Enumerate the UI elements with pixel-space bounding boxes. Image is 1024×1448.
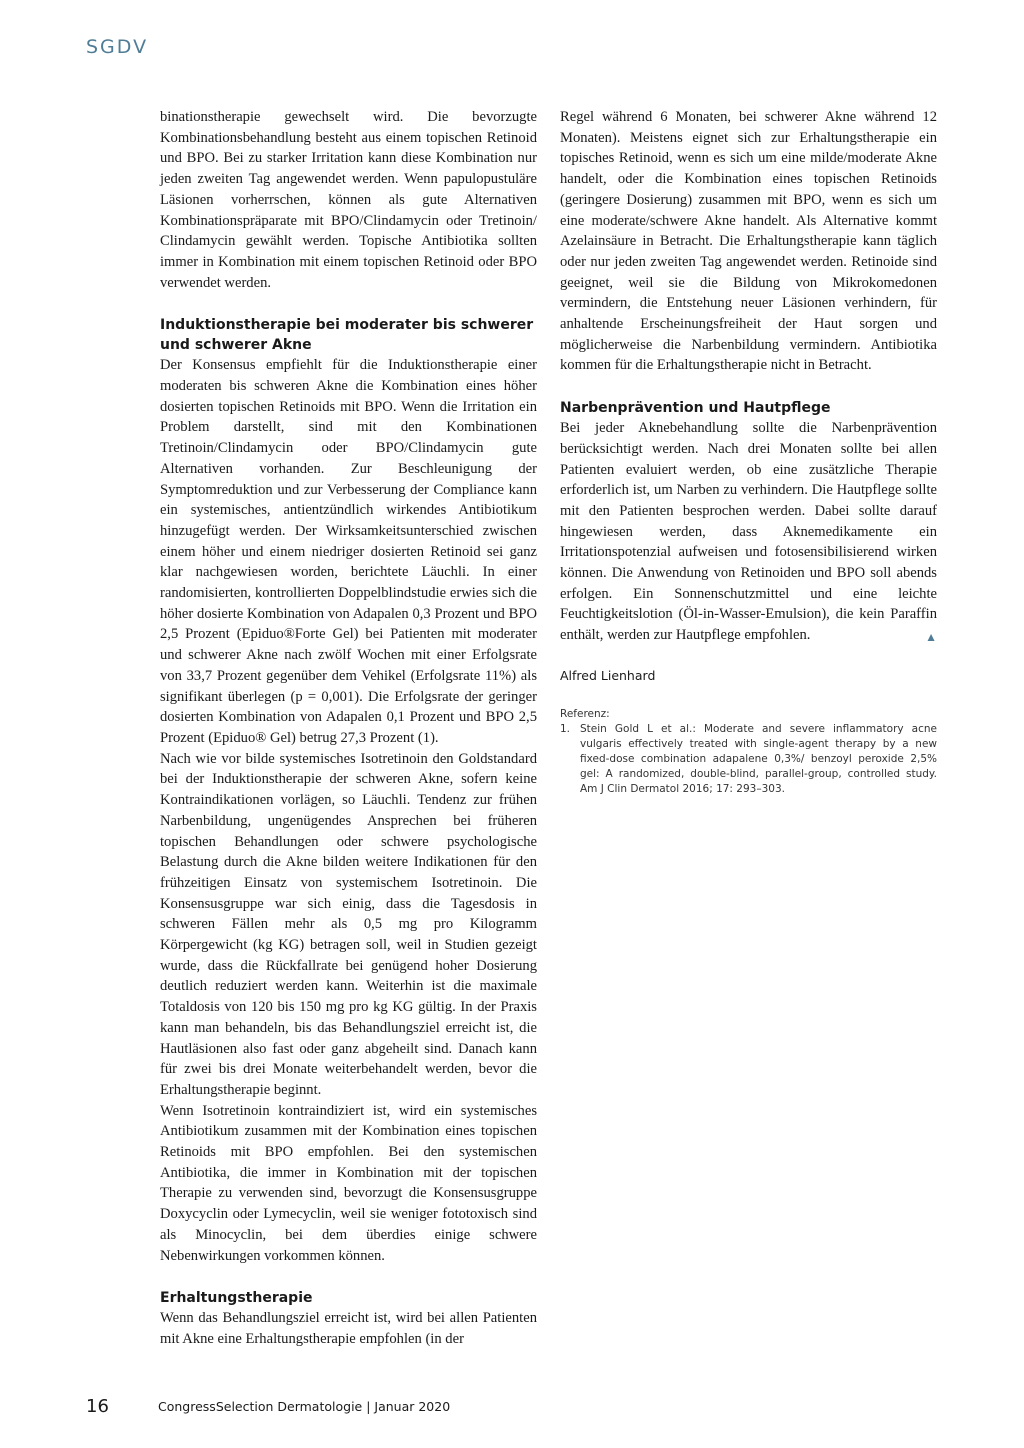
section-heading: Erhaltungstherapie (160, 1290, 313, 1307)
section-heading: Narbenprävention und Hautpflege (560, 400, 831, 417)
right-column (560, 107, 937, 797)
reference-list (560, 722, 937, 797)
paragraph: Wenn das Behandlungsziel erreicht ist, wird bei allen Patienten mit Akne eine Erhaltungstherapie empfohlen (in der (160, 1310, 537, 1347)
reference-number: 1. (560, 722, 571, 735)
paragraph (560, 418, 937, 646)
author-name: Alfred Lienhard (560, 667, 656, 683)
paragraph: Nach wie vor bilde systemisches Isotretinoin den Goldstandard bei der Induktionstherapie der schweren Akne, sofern keine Kontraindikationen vorlägen, so Läuchli. Tendenz zur frühen Narbenbildung, ungenügendes Ansprechen bei früheren topischen Behandlungen oder schwere psychologische Belastung durch die Akne bilden weitere Indikationen für den frühzeitigen Einsatz von systemischem Isotretinoin. Die Konsensusgruppe war sich einig, dass die Tagesdosis in schweren Fällen mehr als 0,5 mg pro Kilogramm Körpergewicht (kg KG) betragen soll, weil in Studien gezeigt wurde, dass die Rückfallrate bei genügend hoher Dosierung deutlich reduziert werden kann. Weiterhin ist die maximale Totaldosis von 120 bis 150 mg pro kg KG gültig. In der Praxis kann man behandeln, bis das Behandlungsziel erreicht ist, die Hautläsionen also fast oder ganz abgeheilt sind. Danach kann für zwei bis drei Monate weiterbehandelt werden, bevor die Erhaltungstherapie beginnt. (160, 750, 537, 1098)
reference-heading: Referenz: (560, 707, 610, 720)
list-item (560, 722, 937, 797)
section-heading: Induktionstherapie bei moderater bis schwerer und schwerer Akne (160, 317, 534, 354)
paragraph-text: Bei jeder Aknebehandlung sollte die Narbenprävention berücksichtigt werden. Nach drei Monaten sollte bei allen Patienten evaluiert werden, ob eine zusätzliche Therapie erforderlich ist, um Narben zu verhindern. Die Hautpflege sollte mit den Patienten besprochen werden. Dabei sollte darauf hingewiesen werden, dass Aknemedikamente ein Irritationspotenzial aufweisen und fotosensibilisierend wirken können. Die Anwendung von Retinoiden und BPO soll abends erfolgen. Ein Sonnenschutzmittel und eine leichte Feuchtigkeitslotion (Öl-in-Wasser-Emulsion), die kein Paraffin enthält, werden zur Hautpflege empfohlen. (560, 420, 937, 644)
left-column (160, 107, 537, 1350)
paragraph: Regel während 6 Monaten, bei schwerer Akne während 12 Monaten). Meistens eignet sich zur Erhaltungstherapie ein topisches Retinoid, wenn es sich um eine milde/moderate Akne handelt, oder die Kombination eines topischen Retinoids (geringere Dosierung) zusammen mit BPO, wenn es sich um eine moderate/schwere Akne handelt. Als Alternative kommt Azelainsäure in Betracht. Die Erhaltungstherapie kann täglich oder nur jeden zweiten Tag angewendet werden. Retinoide sind geeignet, weil sie die Bildung von Mikrokomedonen vermindern, die Entstehung neuer Läsionen verhindern, für anhaltende Erscheinungsfreiheit der Haut sorgen und möglicherweise die Narbenbildung vermindern. Antibiotika kommen für die Erhaltungstherapie nicht in Betracht. (560, 109, 937, 374)
journal-title: CongressSelection Dermatologie | Januar 2020 (158, 1399, 451, 1414)
page-number: 16 (86, 1396, 109, 1417)
end-of-article-triangle-icon: ▲ (925, 630, 937, 645)
paragraph: binationstherapie gewechselt wird. Die bevorzugte Kombinationsbehandlung besteht aus einem topischen Retinoid und BPO. Bei zu starker Irritation kann diese Kombination nur jeden zweiten Tag angewendet werden. Wenn papulopustuläre Läsionen vorherrschen, können als gute Alternativen Kombinationspräparate mit BPO/Clindamycin oder Tretinoin/ Clindamycin gewählt werden. Topische Antibiotika sollten immer in Kombination mit einem topischen Retinoid oder BPO verwendet werden. (160, 109, 537, 291)
reference-text: Stein Gold L et al.: Moderate and severe inflammatory acne vulgaris effectively treated with single-agent therapy by a new fixed-dose combination adapalene 0,3%/ benzoyl peroxide 2,5% gel: A randomized, double-blind, parallel-group, controlled study. Am J Clin Dermatol 2016; 17: 293–303. (580, 722, 937, 795)
brand-logo-text: SGDV (86, 36, 149, 58)
paragraph: Wenn Isotretinoin kontraindiziert ist, wird ein systemisches Antibiotikum zusammen mit der Kombination eines topischen Retinoids mit BPO empfohlen. Bei den systemischen Antibiotika, die immer in Kombination mit der topischen Therapie zu verwenden sind, bevorzugt die Konsensusgruppe Doxycyclin oder Lymecyclin, weil sie weniger fototoxisch sind als Minocyclin, bei dem überdies einige schwere Nebenwirkungen vorkommen können. (160, 1102, 537, 1264)
paragraph: Der Konsensus empfiehlt für die Induktionstherapie einer moderaten bis schweren Akne die Kombination eines höher dosierten topischen Retinoids mit BPO. Wenn die Irritation ein Problem darstellt, sind mit den Kombinationen Tretinoin/Clindamycin oder BPO/Clindamycin gute Alternativen vorhanden. Zur Beschleunigung der Symptomreduktion und zur Verbesserung der Compliance kann ein systemisches, antientzündlich wirkendes Antibiotikum hinzugefügt werden. Der Wirksamkeitsunterschied zwischen einem höher und einem niedriger dosierten Retinoid sei ganz klar nachgewiesen worden, berichtete Läuchli. In einer randomisierten, kontrollierten Doppelblindstudie erwies sich die höher dosierte Kombination von Adapalen 0,3 Prozent und BPO 2,5 Prozent (Epiduo®Forte Gel) bei Patienten mit moderater und schwerer Akne nach zwölf Wochen mit einer Erfolgsrate von 33,7 Prozent gegenüber dem Vehikel (Erfolgsrate 11%) als signifikant überlegen (p = 0,001). Die Erfolgsrate der geringer dosierten Kombination von Adapalen 0,1 Prozent und BPO 2,5 Prozent (Epiduo® Gel) betrug 27,3 Prozent (1). (160, 357, 537, 746)
